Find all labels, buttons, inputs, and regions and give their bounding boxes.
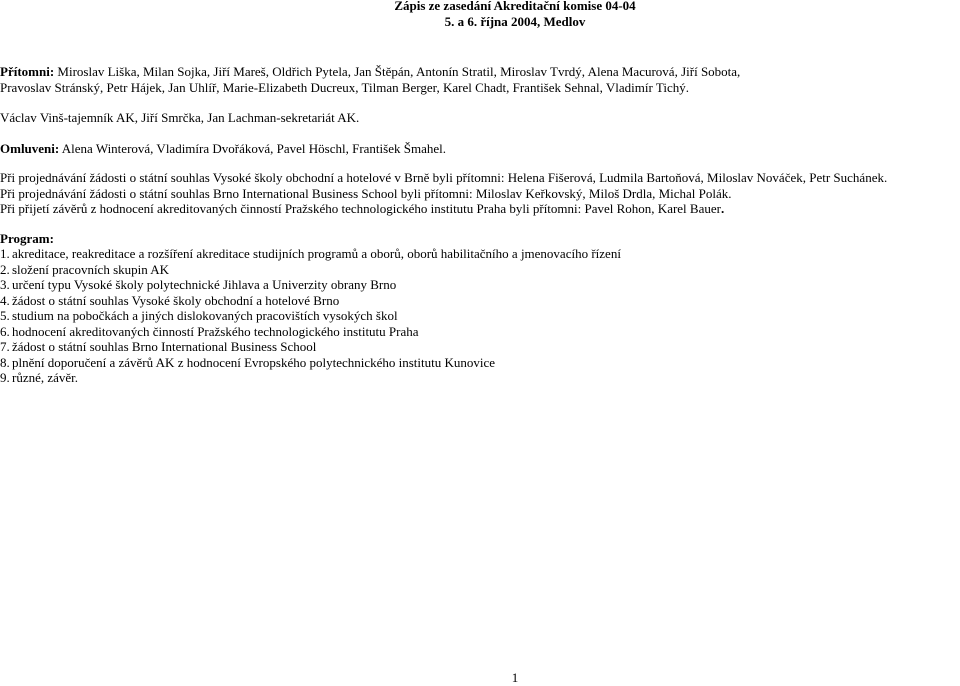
note-line-2: Při projednávání žádosti o státní souhlas Brno International Business School byli přítomni: Miloslav Keřkovský, Miloš Drdla, Michal Polák. bbox=[0, 185, 732, 201]
present-line-1 bbox=[0, 64, 960, 80]
note-line-3 bbox=[0, 201, 960, 217]
item-text: akreditace, reakreditace a rozšíření akreditace studijních programů a oborů, oborů habilitačního a jmenovacího řízení bbox=[12, 246, 621, 261]
note-line-1: Při projednávání žádosti o státní souhlas Vysoké školy obchodní a hotelové v Brně byli přítomni: Helena Fišerová, Ludmila Bartoňová, Miloslav Nováček, Petr Suchánek. bbox=[0, 170, 888, 185]
program-label: Program: bbox=[0, 230, 54, 246]
list-item bbox=[0, 293, 960, 309]
list-item bbox=[0, 339, 960, 355]
program-heading bbox=[0, 231, 960, 247]
item-number: 2. bbox=[0, 261, 10, 277]
secretariat-line: Václav Vinš-tajemník AK, Jiří Smrčka, Jan Lachman-sekretariát AK. bbox=[0, 110, 360, 125]
list-item bbox=[0, 355, 960, 371]
item-text: plnění doporučení a závěrů AK z hodnocení Evropského polytechnického institutu Kunovice bbox=[12, 354, 496, 370]
spacer bbox=[0, 95, 960, 110]
list-item bbox=[0, 246, 960, 262]
title-line-1: Zápis ze zasedání Akreditační komise 04-04 bbox=[394, 0, 636, 13]
item-number: 1. bbox=[0, 246, 10, 261]
present-label: Přítomni: bbox=[0, 64, 55, 79]
excused-label: Omluveni: bbox=[0, 140, 60, 156]
document-body bbox=[0, 64, 960, 386]
title-line-2: 5. a 6. října 2004, Medlov bbox=[444, 13, 586, 29]
page-number: 1 bbox=[511, 670, 519, 685]
item-text: žádost o státní souhlas Vysoké školy obchodní a hotelové Brno bbox=[12, 292, 340, 308]
note-line-3-end: . bbox=[720, 201, 725, 216]
list-item bbox=[0, 308, 960, 324]
list-item bbox=[0, 262, 960, 278]
note-line-3-text: Při přijetí závěrů z hodnocení akreditovaných činností Pražského technologického institutu Praha byli přítomni: Pavel Rohon, Karel Bauer bbox=[0, 201, 721, 216]
spacer bbox=[0, 217, 960, 231]
item-text: žádost o státní souhlas Brno International Business School bbox=[12, 339, 317, 354]
spacer bbox=[0, 126, 960, 141]
item-text: různé, závěr. bbox=[12, 370, 79, 385]
present-names-1: Miroslav Liška, Milan Sojka, Jiří Mareš, Oldřich Pytela, Jan Štěpán, Antonín Stratil, Miroslav Tvrdý, Alena Macurová, Jiří Sobota, bbox=[54, 64, 741, 79]
item-text: hodnocení akreditovaných činností Pražského technologického institutu Praha bbox=[12, 323, 419, 339]
item-number: 7. bbox=[0, 339, 10, 354]
spacer bbox=[0, 156, 960, 170]
present-line-2: Pravoslav Stránský, Petr Hájek, Jan Uhlíř, Marie-Elizabeth Ducreux, Tilman Berger, Karel Chadt, František Sehnal, Vladimír Tichý. bbox=[0, 79, 689, 95]
program-list bbox=[0, 246, 960, 386]
item-text: složení pracovních skupin AK bbox=[12, 261, 170, 277]
list-item bbox=[0, 324, 960, 340]
item-text: studium na pobočkách a jiných dislokovaných pracovištích vysokých škol bbox=[12, 308, 398, 323]
item-text: určení typu Vysoké školy polytechnické Jihlava a Univerzity obrany Brno bbox=[12, 277, 397, 292]
item-number: 8. bbox=[0, 354, 10, 370]
item-number: 3. bbox=[0, 277, 10, 292]
item-number: 5. bbox=[0, 308, 10, 323]
list-item bbox=[0, 277, 960, 293]
item-number: 6. bbox=[0, 323, 10, 339]
item-number: 4. bbox=[0, 292, 10, 308]
excused-names: Alena Winterová, Vladimíra Dvořáková, Pavel Höschl, František Šmahel. bbox=[59, 140, 446, 156]
document-title bbox=[0, 0, 960, 29]
list-item bbox=[0, 370, 960, 386]
excused-line bbox=[0, 141, 960, 157]
item-number: 9. bbox=[0, 370, 10, 385]
